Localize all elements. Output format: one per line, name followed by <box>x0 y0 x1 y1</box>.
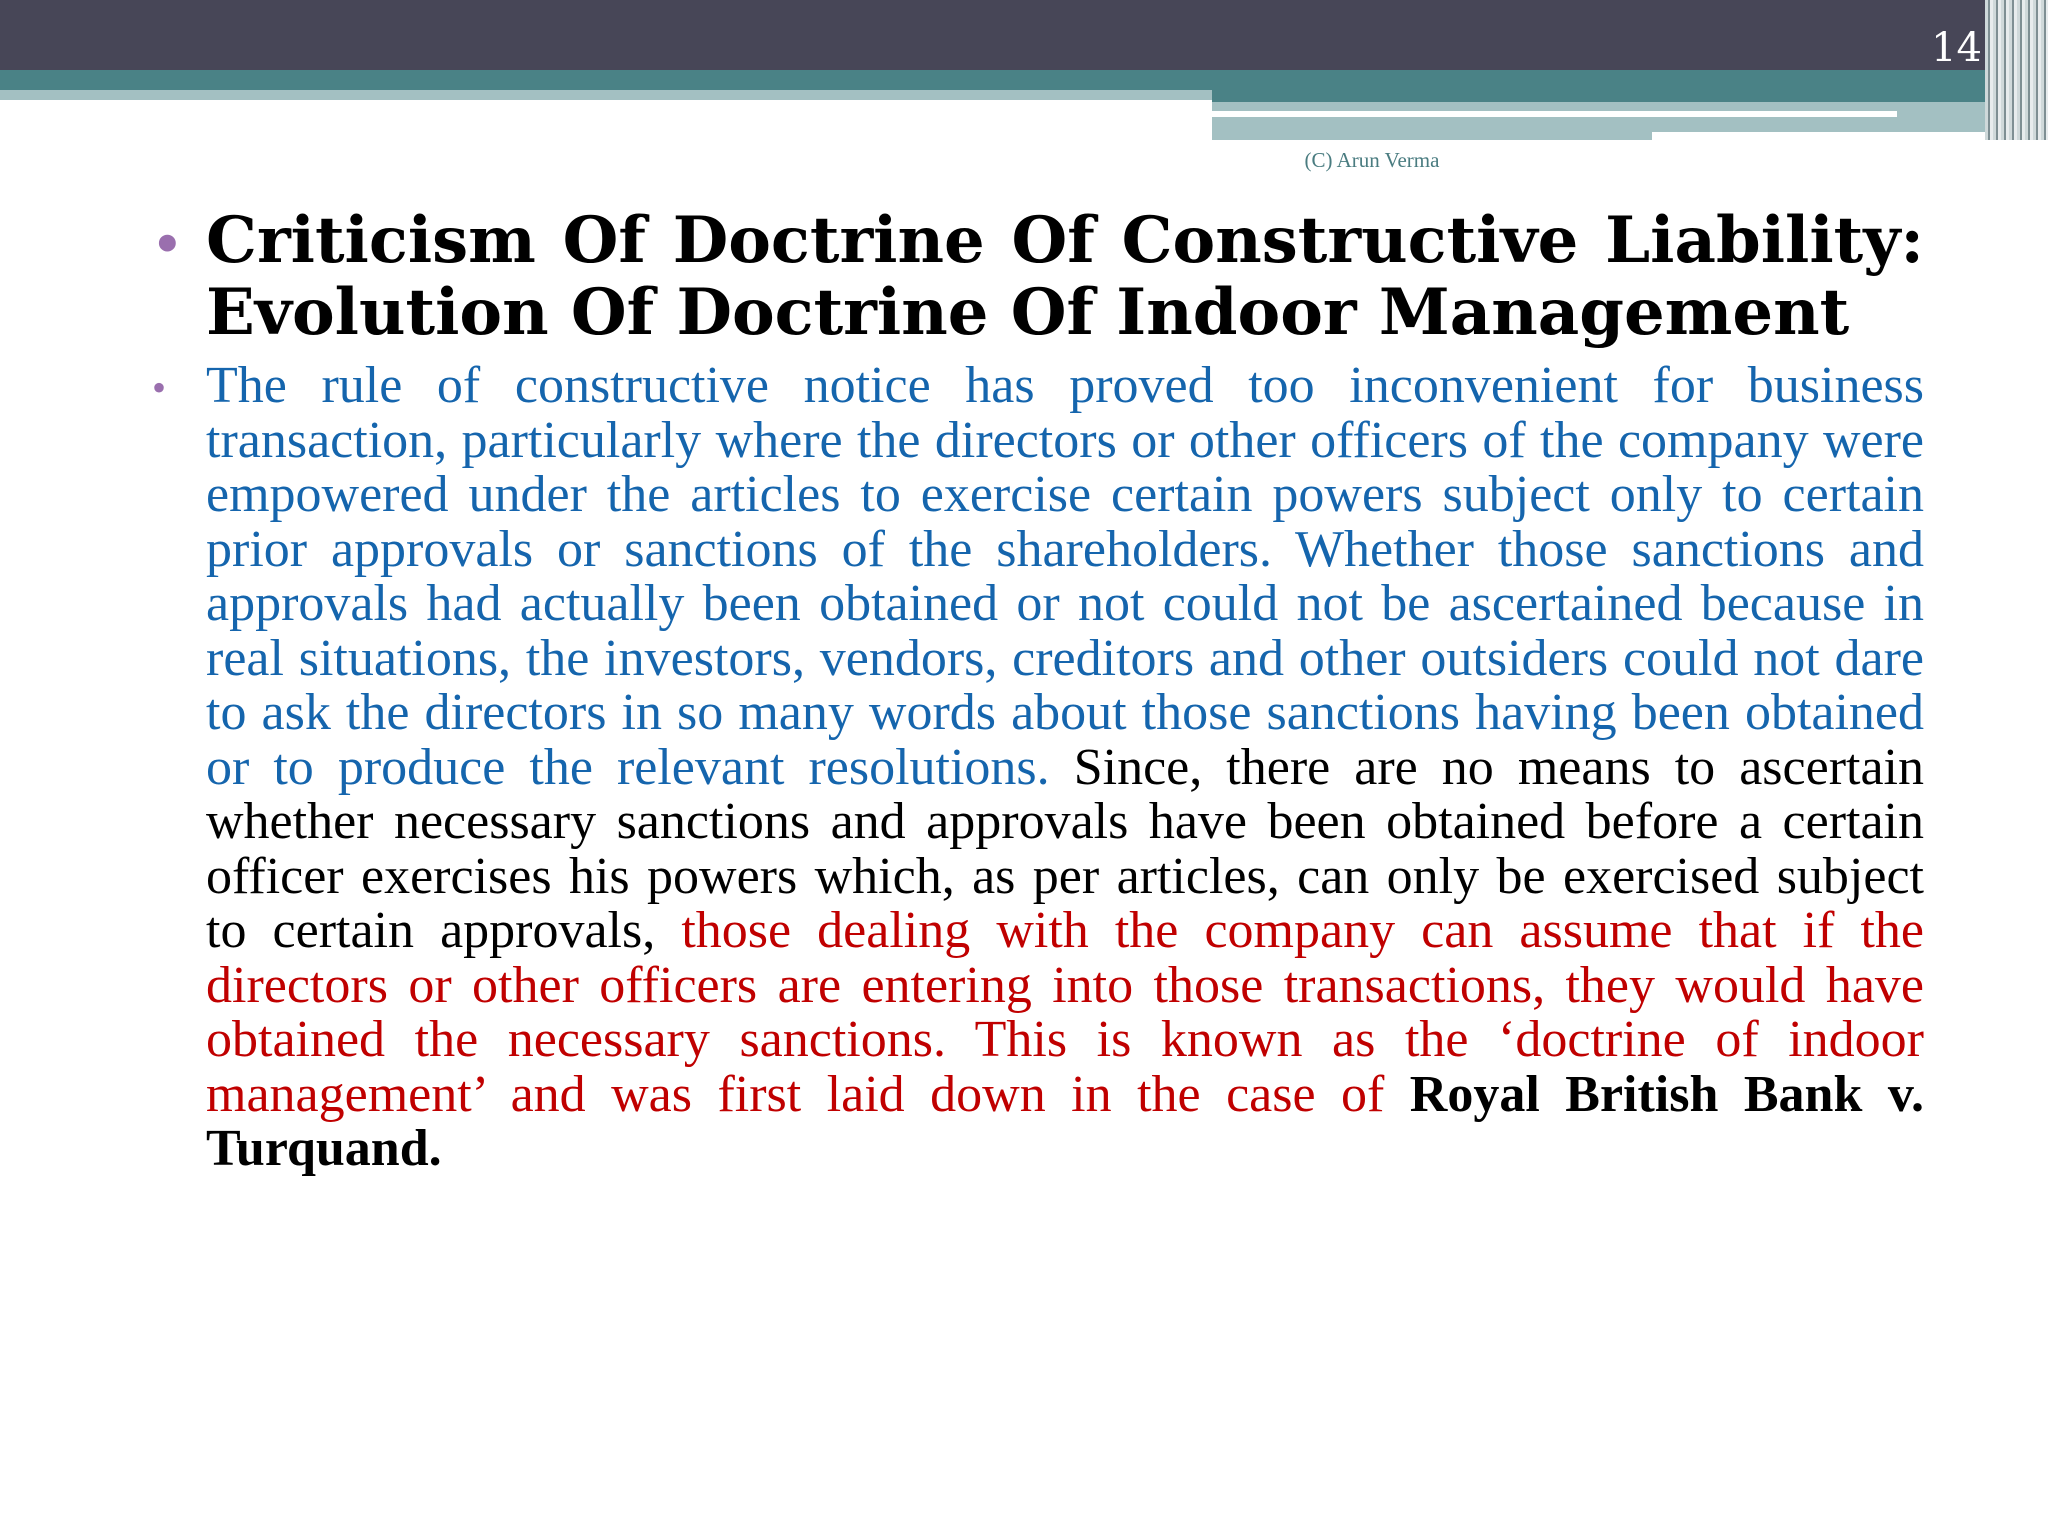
body-bullet <box>150 359 1924 1177</box>
body-text-red: those dealing with the company can assume that if the directors or other officers are entering into those transactions, they would have obtained the necessary sanctions. This is known as the ‘doctrine of indoor management’ and was first laid down in the case of <box>206 902 1924 1123</box>
bullet-dot-icon: • <box>152 365 167 410</box>
header-bar-dark <box>0 0 2048 70</box>
heading-bullet <box>150 205 1924 349</box>
body-text-black: Since, there are no means to ascertain whether necessary sanctions and approvals have been obtained before a certain officer exercises his powers which, as per articles, can only be exercised subject to certain approvals, <box>206 738 1924 959</box>
header-stripes <box>1985 0 2048 140</box>
slide-heading: Criticism Of Doctrine Of Constructive Liability: Evolution Of Doctrine Of Indoor Management <box>206 205 1924 350</box>
header-bar-light-right <box>1212 102 2048 132</box>
header-bar-teal <box>0 70 2048 90</box>
copyright-text: (C) Arun Verma <box>1304 148 1440 172</box>
slide-number: 14 <box>1931 25 1982 71</box>
case-name: Royal British Bank v. Turquand. <box>206 1065 1924 1177</box>
bullet-dot-icon: • <box>152 217 183 273</box>
header-bar-light-left <box>0 90 1214 100</box>
header-bar-tail <box>1212 132 1652 140</box>
header-bar-teal-right <box>1212 90 2048 102</box>
slide-content <box>150 205 1924 1505</box>
header-white-line <box>1212 111 1897 117</box>
body-text-blue: The rule of constructive notice has proved too inconvenient for business transaction, particularly where the directors or other officers of the company were empowered under the articles to exercise certain powers subject only to certain prior approvals or sanctions of the shareholders. Whether those sanctions and approvals had actually been obtained or not could not be ascertained because in real situations, the investors, vendors, creditors and other outsiders could not dare to ask the directors in so many words about those sanctions having been obtained or to produce the relevant resolutions. <box>206 357 1924 796</box>
